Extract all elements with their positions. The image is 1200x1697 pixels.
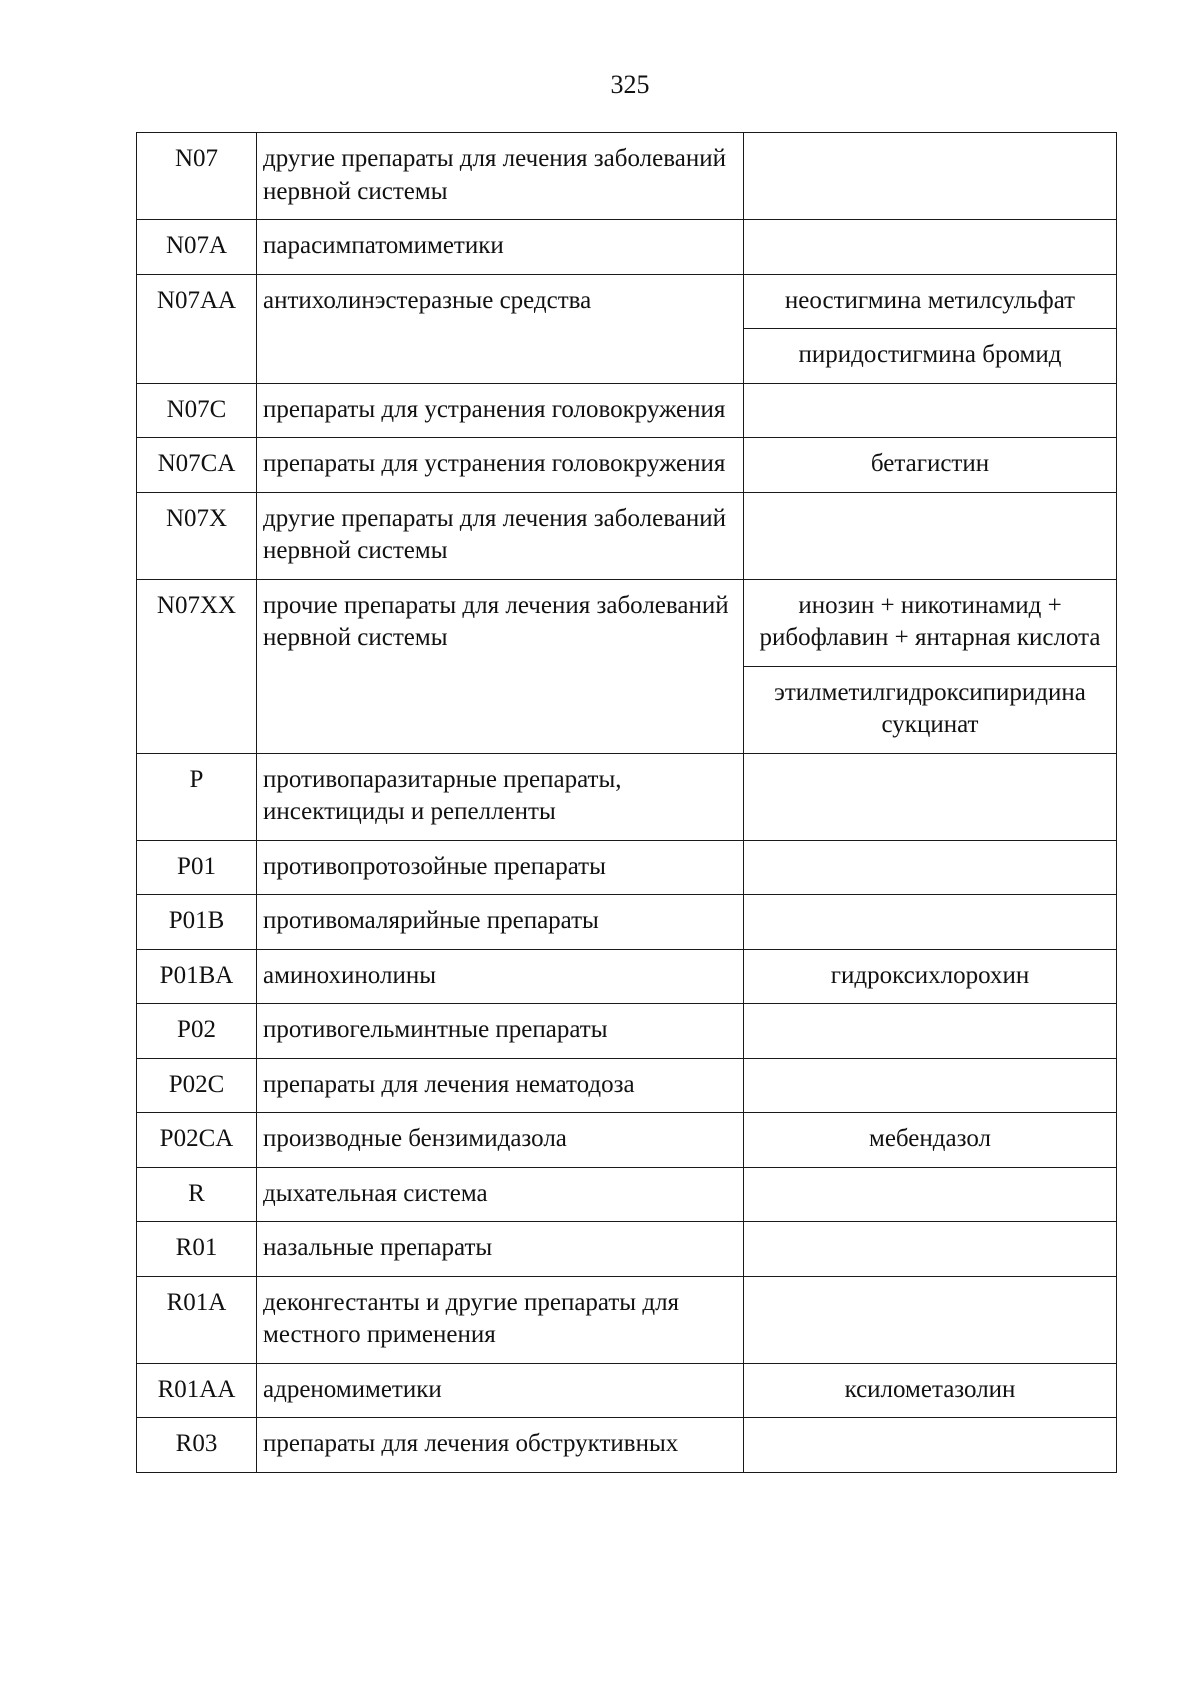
atc-code-cell: N07AA	[137, 274, 257, 383]
table-row	[137, 220, 1117, 275]
drug-name-cell: неостигмина метилсульфат	[744, 274, 1117, 329]
drug-name-cell	[744, 1418, 1117, 1473]
drug-name-cell: ксилометазолин	[744, 1363, 1117, 1418]
atc-code-cell: P02	[137, 1004, 257, 1059]
atc-code-cell: R01AA	[137, 1363, 257, 1418]
drug-name-cell: этилметилгидроксипиридина сукцинат	[744, 666, 1117, 753]
atc-code-cell: N07C	[137, 383, 257, 438]
drug-name-cell: пиридостигмина бромид	[744, 329, 1117, 384]
atc-code-cell: P01B	[137, 895, 257, 950]
drug-name-cell: гидроксихлорохин	[744, 949, 1117, 1004]
anatomical-therapeutic-group-cell: противопаразитарные препараты, инсектициды и репелленты	[257, 753, 744, 840]
table-row	[137, 383, 1117, 438]
drug-name-cell	[744, 1167, 1117, 1222]
drug-name-cell: мебендазол	[744, 1113, 1117, 1168]
atc-code-cell: N07CA	[137, 438, 257, 493]
atc-code-cell: R01	[137, 1222, 257, 1277]
atc-code-cell: N07XX	[137, 579, 257, 753]
atc-code-cell: N07	[137, 133, 257, 220]
table-row	[137, 492, 1117, 579]
anatomical-therapeutic-group-cell: адреномиметики	[257, 1363, 744, 1418]
atc-code-cell: P01BA	[137, 949, 257, 1004]
drug-name-cell	[744, 840, 1117, 895]
table-body	[137, 133, 1117, 1473]
table-row	[137, 949, 1117, 1004]
page-number: 325	[610, 70, 650, 99]
anatomical-therapeutic-group-cell: препараты для лечения нематодоза	[257, 1058, 744, 1113]
drug-name-cell	[744, 383, 1117, 438]
atc-code-cell: P	[137, 753, 257, 840]
anatomical-therapeutic-group-cell: препараты для устранения головокружения	[257, 383, 744, 438]
anatomical-therapeutic-group-cell: другие препараты для лечения заболеваний нервной системы	[257, 133, 744, 220]
atc-code-cell: P02C	[137, 1058, 257, 1113]
atc-code-cell: R03	[137, 1418, 257, 1473]
table-row	[137, 1004, 1117, 1059]
table-row	[137, 274, 1117, 329]
atc-code-cell: P01	[137, 840, 257, 895]
anatomical-therapeutic-group-cell: назальные препараты	[257, 1222, 744, 1277]
drug-name-cell	[744, 1004, 1117, 1059]
table-row	[137, 1222, 1117, 1277]
table-row	[137, 1058, 1117, 1113]
table-row	[137, 895, 1117, 950]
drug-name-cell	[744, 1222, 1117, 1277]
atc-code-cell: R	[137, 1167, 257, 1222]
anatomical-therapeutic-group-cell: препараты для лечения обструктивных	[257, 1418, 744, 1473]
table-row	[137, 438, 1117, 493]
atc-code-cell: R01A	[137, 1276, 257, 1363]
anatomical-therapeutic-group-cell: деконгестанты и другие препараты для местного применения	[257, 1276, 744, 1363]
anatomical-therapeutic-group-cell: противомалярийные препараты	[257, 895, 744, 950]
anatomical-therapeutic-group-cell: другие препараты для лечения заболеваний нервной системы	[257, 492, 744, 579]
table-row	[137, 133, 1117, 220]
table-row	[137, 753, 1117, 840]
anatomical-therapeutic-group-cell: парасимпатомиметики	[257, 220, 744, 275]
anatomical-therapeutic-group-cell: противопротозойные препараты	[257, 840, 744, 895]
atc-code-cell: N07A	[137, 220, 257, 275]
drug-name-cell	[744, 492, 1117, 579]
atc-code-cell: N07X	[137, 492, 257, 579]
table-row	[137, 579, 1117, 666]
anatomical-therapeutic-group-cell: производные бензимидазола	[257, 1113, 744, 1168]
table-row	[137, 1167, 1117, 1222]
atc-classification-table	[136, 132, 1117, 1473]
drug-name-cell	[744, 220, 1117, 275]
table-row	[137, 1276, 1117, 1363]
table-row	[137, 1113, 1117, 1168]
table-row	[137, 840, 1117, 895]
drug-name-cell	[744, 753, 1117, 840]
table-row	[137, 1418, 1117, 1473]
anatomical-therapeutic-group-cell: антихолинэстеразные средства	[257, 274, 744, 383]
drug-name-cell: бетагистин	[744, 438, 1117, 493]
anatomical-therapeutic-group-cell: аминохинолины	[257, 949, 744, 1004]
drug-name-cell: инозин + никотинамид + рибофлавин + янтарная кислота	[744, 579, 1117, 666]
anatomical-therapeutic-group-cell: дыхательная система	[257, 1167, 744, 1222]
anatomical-therapeutic-group-cell: противогельминтные препараты	[257, 1004, 744, 1059]
atc-code-cell: P02CA	[137, 1113, 257, 1168]
drug-name-cell	[744, 133, 1117, 220]
table-row	[137, 1363, 1117, 1418]
anatomical-therapeutic-group-cell: препараты для устранения головокружения	[257, 438, 744, 493]
drug-name-cell	[744, 895, 1117, 950]
anatomical-therapeutic-group-cell: прочие препараты для лечения заболеваний нервной системы	[257, 579, 744, 753]
drug-name-cell	[744, 1276, 1117, 1363]
drug-name-cell	[744, 1058, 1117, 1113]
